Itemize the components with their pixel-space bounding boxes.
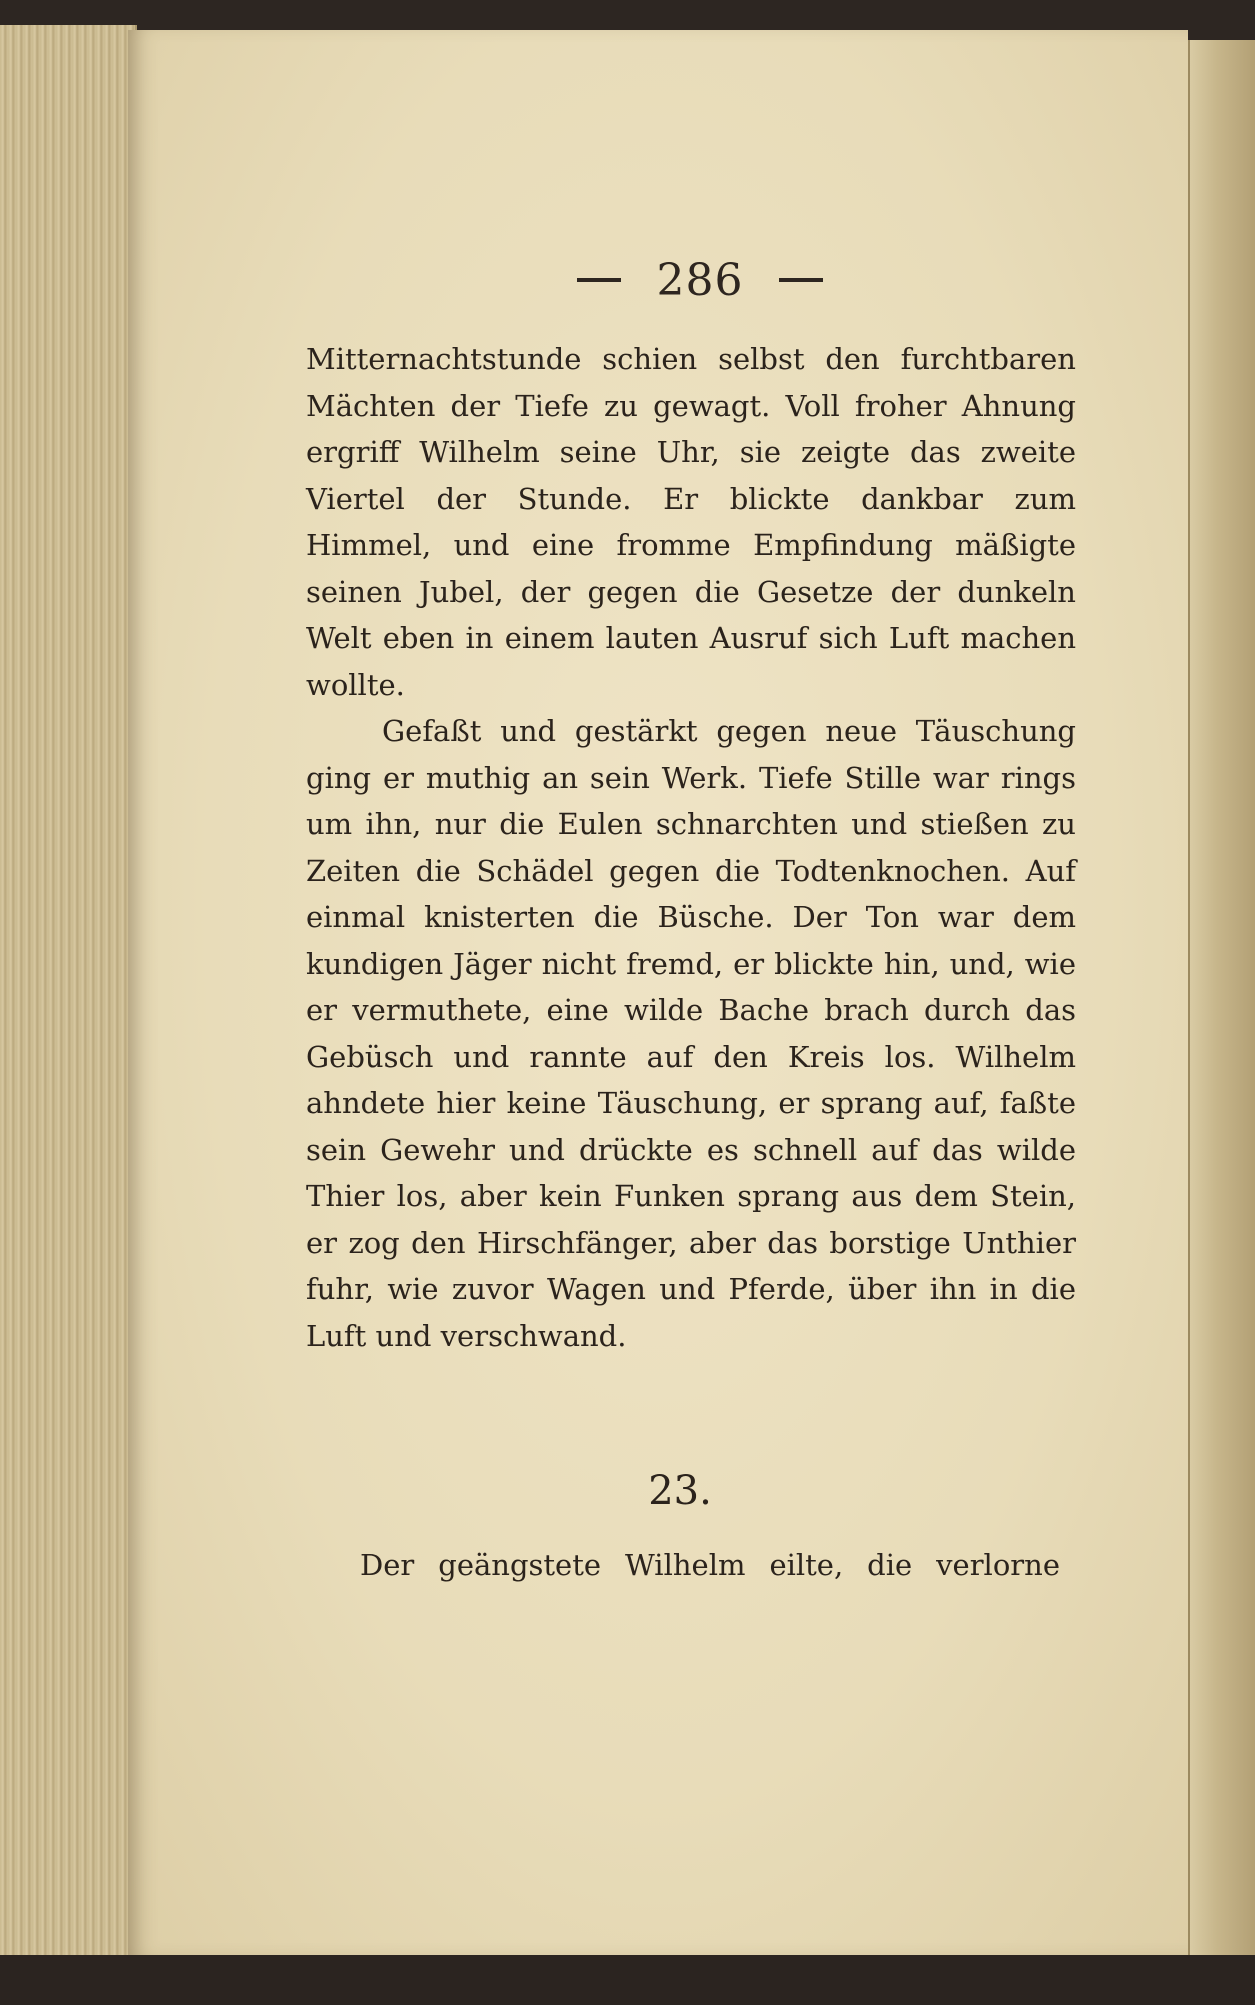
header-dash-left [577, 278, 621, 282]
page-header [560, 250, 840, 310]
paragraph: Gefaßt und gestärkt gegen neue Täuschung ging er muthig an sein Werk. Tiefe Stille war rings um ihn, nur die Eulen schnarchten und stießen zu Zeiten die Schädel gegen die Todtenknochen. Auf einmal knisterten die Büsche. Der Ton war dem kundigen Jäger nicht fremd, er blickte hin, und, wie er vermuthete, eine wilde Bache brach durch das Gebüsch und rannte auf den Kreis los. Wilhelm ahndete hier keine Täuschung, er sprang auf, faßte sein Gewehr und drückte es schnell auf das wilde Thier los, aber kein Funken sprang aus dem Stein, er zog den Hirschfänger, aber das borstige Unthier fuhr, wie zuvor Wagen und Pferde, über ihn in die Luft und verschwand. [306, 714, 1076, 1353]
book-page-edge-right [1188, 40, 1255, 1955]
scan-background-bottom [0, 1955, 1255, 2005]
book-page-edges-left [0, 25, 137, 1960]
body-text [306, 336, 1076, 1359]
header-dash-right [779, 278, 823, 282]
catchline: Der geängstete Wilhelm eilte, die verlorne [360, 1548, 1060, 1582]
section-number: 23. [648, 1468, 712, 1514]
page-number: 286 [656, 254, 744, 306]
paragraph: Mitternachtstunde schien selbst den furchtbaren Mächten der Tiefe zu gewagt. Voll froher Ahnung ergriff Wilhelm seine Uhr, sie zeigte das zweite Viertel der Stunde. Er blickte dankbar zum Himmel, und eine fromme Empfindung mäßigte seinen Jubel, der gegen die Gesetze der dunkeln Welt eben in einem lauten Ausruf sich Luft machen wollte. [306, 342, 1076, 702]
